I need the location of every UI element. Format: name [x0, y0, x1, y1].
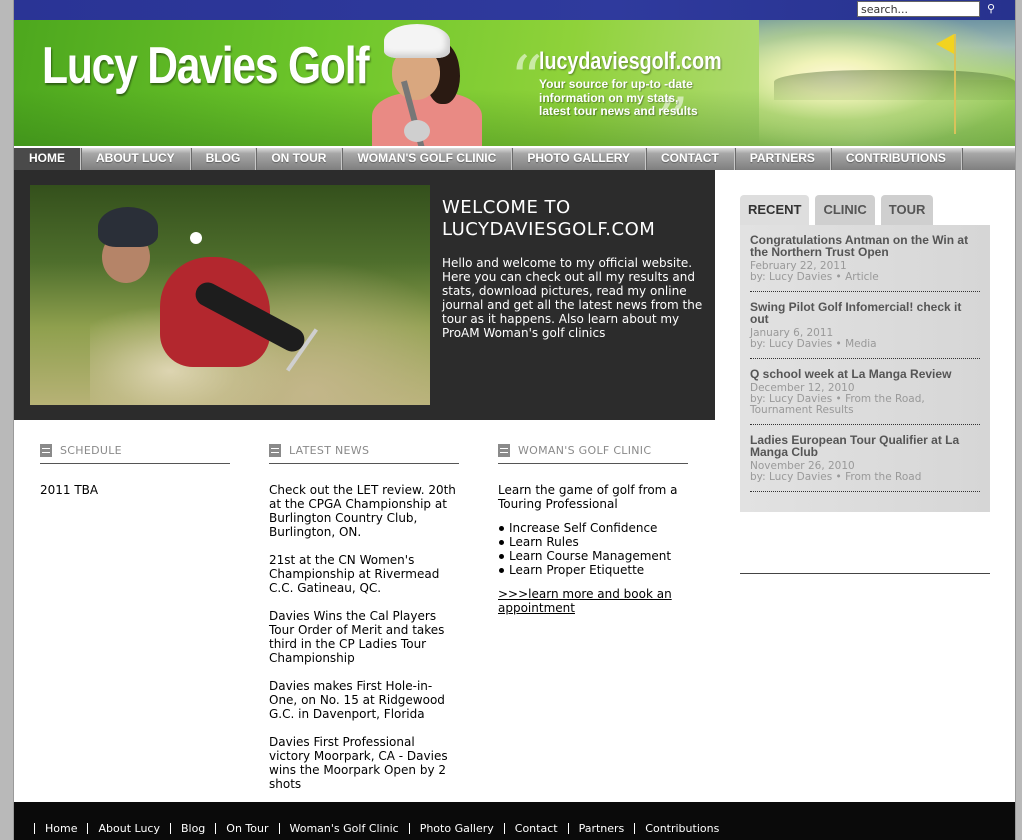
document-icon: [269, 444, 281, 457]
flag-pole: [954, 34, 956, 134]
feature-panel: [14, 170, 715, 420]
search-icon[interactable]: ⚲: [986, 2, 996, 15]
footer-nav: [14, 802, 1015, 840]
clinic-bullet: Learn Proper Etiquette: [509, 563, 688, 577]
top-bar: [14, 0, 1015, 20]
main-nav: [14, 146, 1015, 170]
header-banner: [14, 20, 1015, 146]
post-item: [750, 368, 980, 425]
post-meta: by: Lucy Davies • Media: [750, 338, 877, 350]
clinic-bullet-list: [509, 521, 688, 577]
footer-link-photo-gallery[interactable]: Photo Gallery: [409, 823, 504, 834]
footer-link-womans-golf-clinic[interactable]: Woman's Golf Clinic: [279, 823, 409, 834]
news-column: [269, 438, 459, 805]
banner-trees: [774, 70, 1015, 100]
golf-flag-icon: [936, 34, 954, 54]
post-title[interactable]: Q school week at La Manga Review: [750, 367, 952, 381]
clinic-book-link[interactable]: >>>learn more and book an appointment: [498, 587, 672, 615]
footer-link-partners[interactable]: Partners: [568, 823, 635, 834]
document-icon: [40, 444, 52, 457]
post-date: February 22, 2011: [750, 260, 847, 272]
nav-item-on-tour[interactable]: ON TOUR: [256, 148, 342, 170]
quote-close-icon: ”: [656, 85, 689, 146]
schedule-header: [40, 438, 230, 464]
tagline-text: Your source for up-to -date information on my stats, latest tour news and results: [539, 77, 698, 118]
footer-link-contact[interactable]: Contact: [504, 823, 568, 834]
clinic-bullet: Learn Course Management: [509, 549, 688, 563]
tab-clinic[interactable]: CLINIC: [815, 195, 874, 225]
sidebar-divider: [740, 573, 990, 574]
news-item: Davies First Professional victory Moorpark, CA - Davies wins the Moorpark Open by 2 shots: [269, 735, 448, 791]
news-title: LATEST NEWS: [289, 444, 370, 457]
feature-title: WELCOME TO LUCYDAVIESGOLF.COM: [442, 197, 656, 240]
footer-link-contributions[interactable]: Contributions: [634, 823, 729, 834]
clinic-header: [498, 438, 688, 464]
post-meta: by: Lucy Davies • From the Road: [750, 471, 922, 483]
search-input[interactable]: [857, 1, 980, 17]
schedule-column: [40, 438, 230, 497]
nav-item-contact[interactable]: CONTACT: [646, 148, 735, 170]
footer-link-blog[interactable]: Blog: [170, 823, 215, 834]
news-item: Davies Wins the Cal Players Tour Order of Merit and takes third in the CP Ladies Tour Championship: [269, 609, 445, 665]
tab-recent[interactable]: RECENT: [740, 195, 809, 225]
page: [14, 0, 1015, 840]
tab-tour[interactable]: TOUR: [881, 195, 934, 225]
post-title[interactable]: Congratulations Antman on the Win at the Northern Trust Open: [750, 233, 969, 259]
clinic-intro: Learn the game of golf from a Touring Professional: [498, 483, 678, 511]
post-meta: by: Lucy Davies • From the Road, Tournament Results: [750, 393, 925, 416]
nav-item-about-lucy[interactable]: ABOUT LUCY: [81, 148, 191, 170]
news-item: 21st at the CN Women's Championship at Rivermead C.C. Gatineau, QC.: [269, 553, 440, 595]
site-title[interactable]: Lucy Davies Golf: [42, 37, 369, 95]
feature-text: Hello and welcome to my official website. Here you can check out all my results and stats, download pictures, read my online journal and get all the latest news from the tour as it happens. Also learn about my ProAM Woman's golf clinics: [442, 256, 703, 340]
schedule-title: SCHEDULE: [60, 444, 122, 457]
post-item: [750, 301, 980, 359]
post-meta: by: Lucy Davies • Article: [750, 271, 879, 283]
nav-item-photo-gallery[interactable]: PHOTO GALLERY: [512, 148, 646, 170]
news-item: Check out the LET review. 20th at the CPGA Championship at Burlington Country Club, Burlington, ON.: [269, 483, 456, 539]
post-title[interactable]: Ladies European Tour Qualifier at La Manga Club: [750, 433, 960, 459]
quote-open-icon: “: [510, 43, 543, 117]
sidebar-tabs: [740, 195, 933, 225]
post-title[interactable]: Swing Pilot Golf Infomercial! check it out: [750, 300, 962, 326]
nav-item-womans-golf-clinic[interactable]: WOMAN'S GOLF CLINIC: [342, 148, 512, 170]
recent-posts-panel: [740, 225, 990, 512]
nav-item-partners[interactable]: PARTNERS: [735, 148, 831, 170]
nav-item-blog[interactable]: BLOG: [191, 148, 257, 170]
footer-link-about-lucy[interactable]: About Lucy: [87, 823, 169, 834]
clinic-bullet: Learn Rules: [509, 535, 688, 549]
feature-photo: [30, 185, 430, 405]
clinic-title: WOMAN'S GOLF CLINIC: [518, 444, 652, 457]
nav-item-contributions[interactable]: CONTRIBUTIONS: [831, 148, 962, 170]
golfer-portrait: [364, 20, 514, 146]
news-header: [269, 438, 459, 464]
clinic-column: [498, 438, 688, 615]
post-date: December 12, 2010: [750, 382, 855, 394]
clinic-bullet: Increase Self Confidence: [509, 521, 688, 535]
post-date: January 6, 2011: [750, 327, 834, 339]
footer-link-on-tour[interactable]: On Tour: [215, 823, 278, 834]
news-item: Davies makes First Hole-in-One, on No. 15 at Ridgewood G.C. in Davenport, Florida: [269, 679, 445, 721]
post-item: [750, 234, 980, 292]
post-date: November 26, 2010: [750, 460, 855, 472]
tagline-domain: lucydaviesgolf.com: [539, 48, 722, 75]
footer-link-home[interactable]: Home: [34, 823, 87, 834]
document-icon: [498, 444, 510, 457]
nav-item-home[interactable]: HOME: [14, 148, 81, 170]
schedule-text: 2011 TBA: [40, 483, 99, 497]
post-item: [750, 434, 980, 492]
